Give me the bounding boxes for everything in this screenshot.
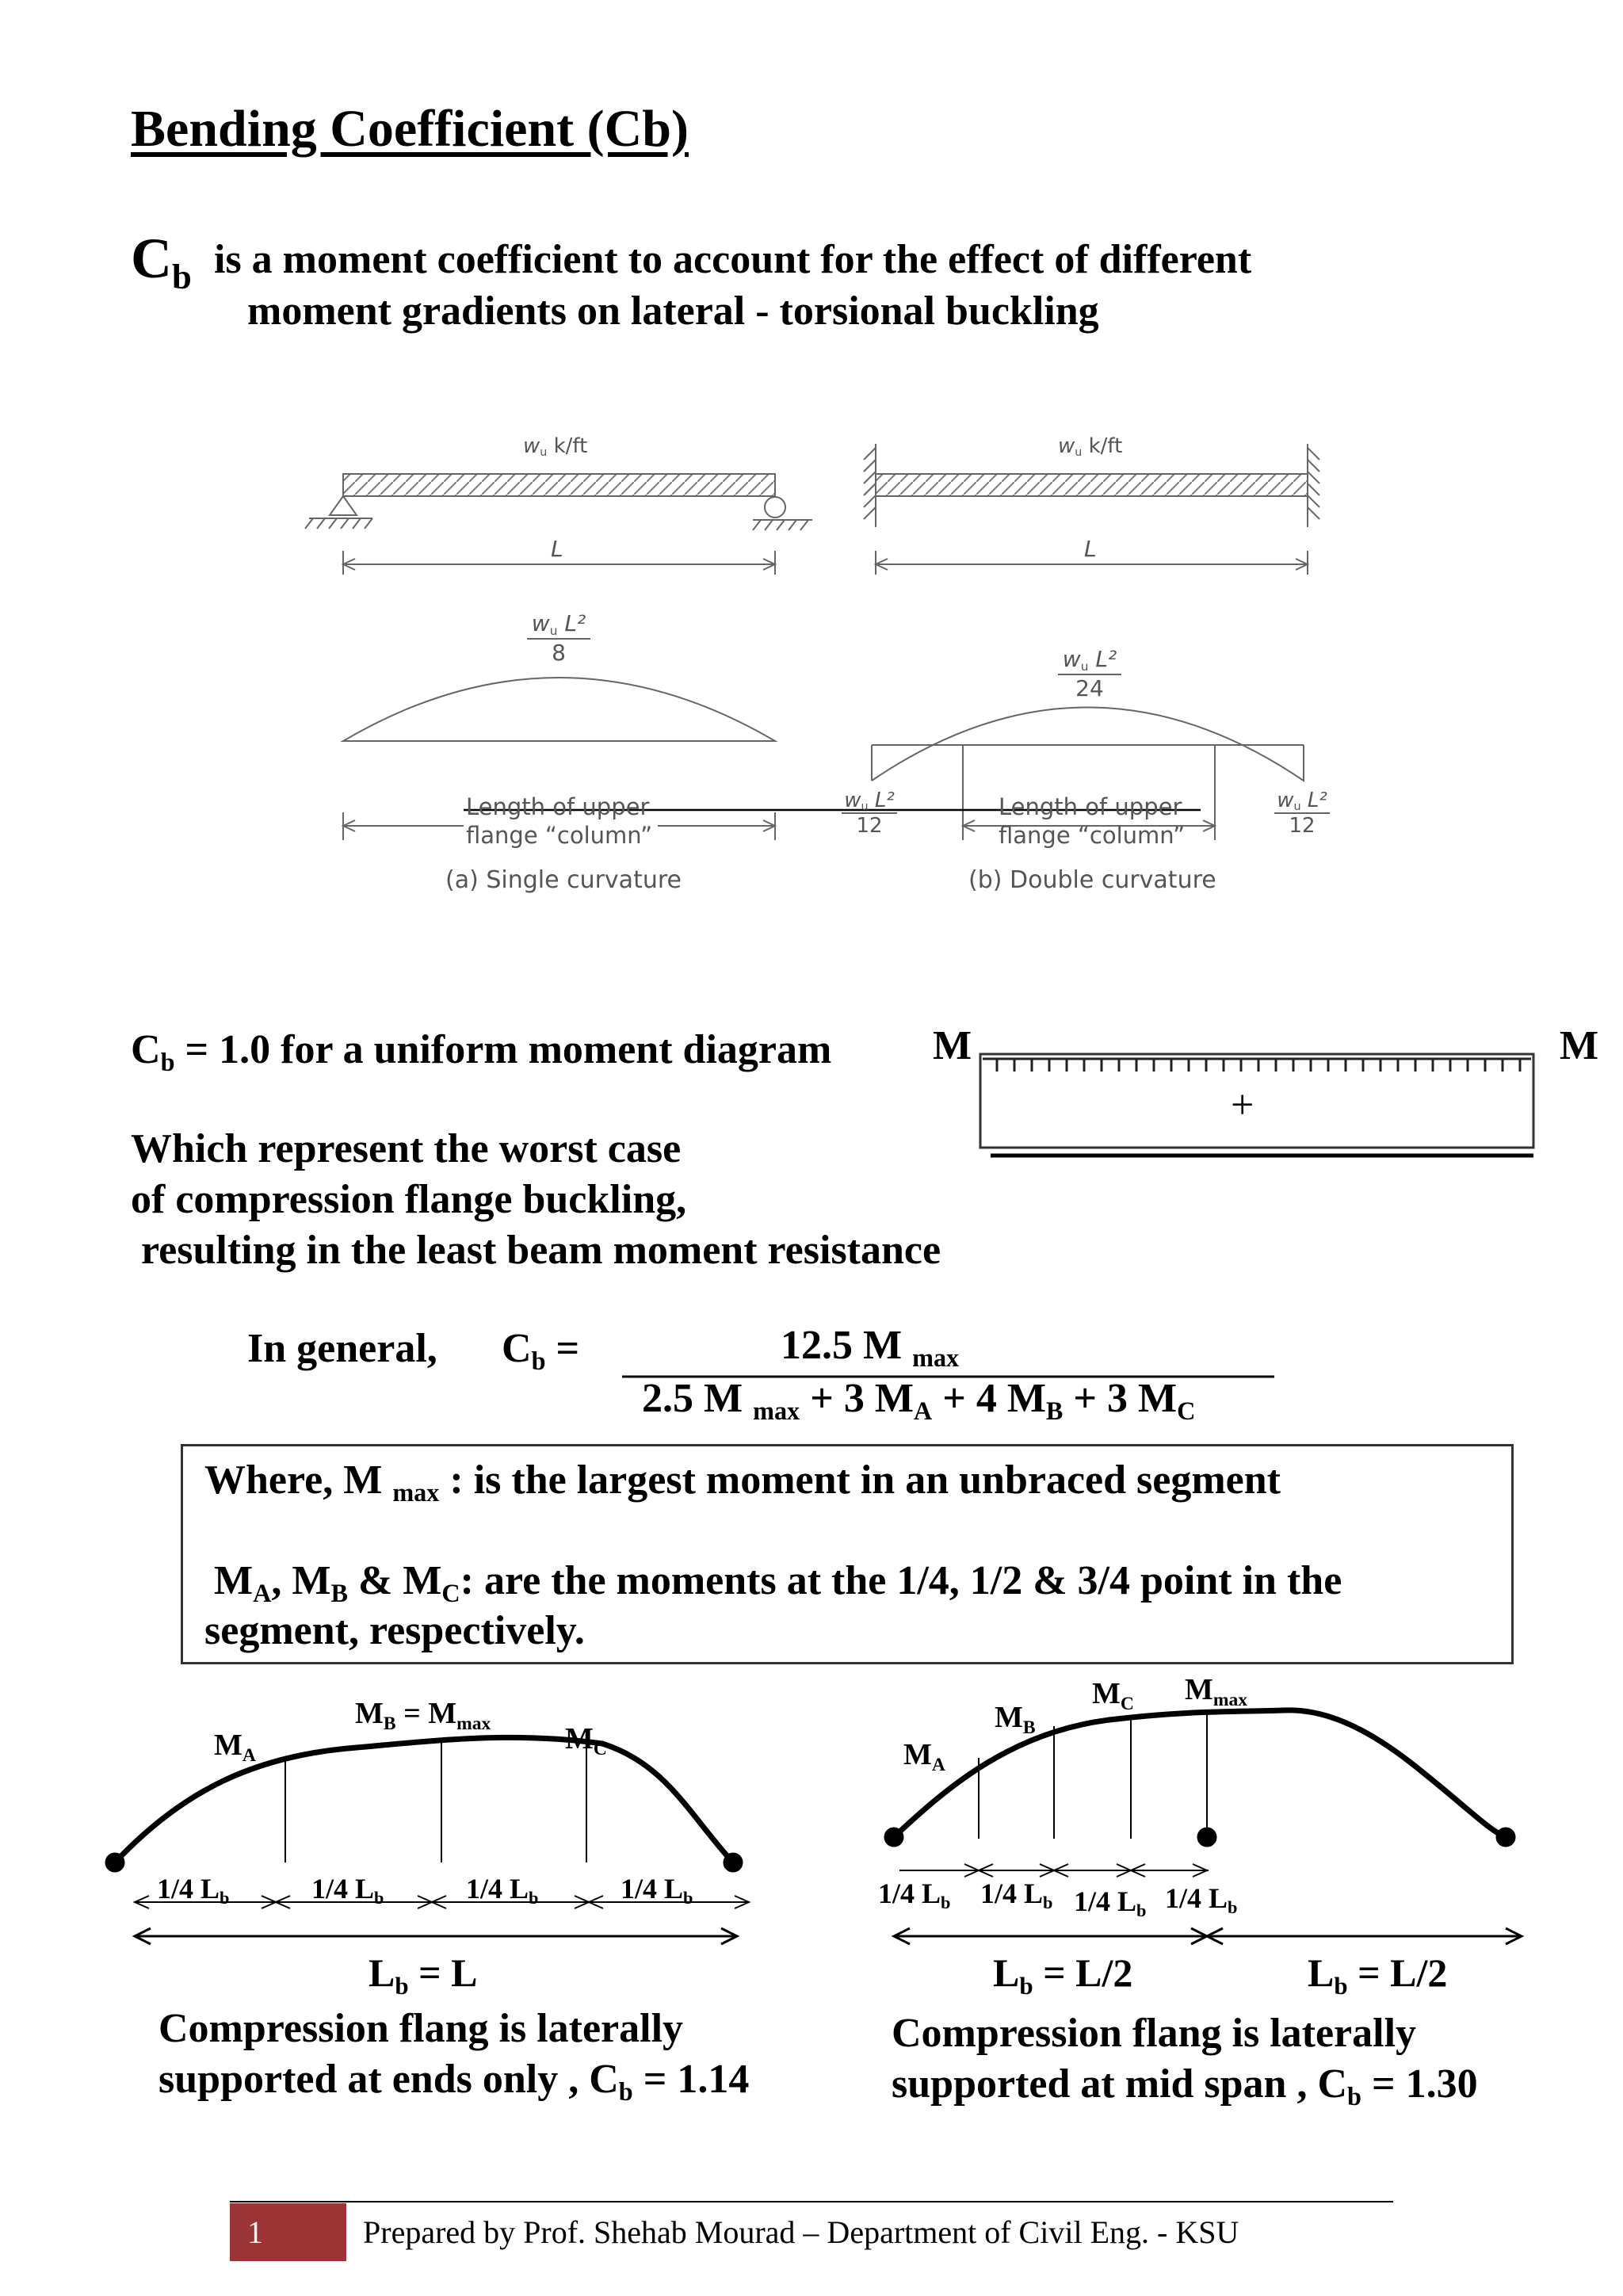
right-moment-curve bbox=[872, 708, 1304, 781]
where-line-3: segment, respectively. bbox=[204, 1608, 585, 1653]
intro-line-1: is a moment coefficient to account for the effect of different bbox=[214, 237, 1252, 282]
right-end-moment-right: wu L² 12 bbox=[1274, 789, 1330, 838]
left-length-label: Length of upper flange “column” bbox=[466, 793, 653, 849]
right-quarter-3: 1/4 Lb bbox=[1074, 1885, 1147, 1921]
right-caption: (b) Double curvature bbox=[968, 866, 1216, 894]
formula-denominator: 2.5 M max + 3 MA + 4 MB + 3 MC bbox=[642, 1376, 1196, 1426]
left-load-label: wu k/ft bbox=[523, 434, 588, 460]
worst-case-line-2: of compression flange buckling, bbox=[131, 1177, 687, 1222]
formula-lead: In general, bbox=[247, 1326, 437, 1371]
formula-numerator: 12.5 M max bbox=[781, 1323, 960, 1373]
pin-support bbox=[330, 496, 357, 515]
intro-line-2: moment gradients on lateral - torsional buckling bbox=[247, 288, 1099, 334]
uniform-moment-diagram bbox=[980, 1054, 1533, 1156]
worst-case-line-3: resulting in the least beam moment resistance bbox=[141, 1228, 941, 1273]
right-caption-1: Compression flang is laterally bbox=[892, 2011, 1417, 2056]
right-moment-label: wu L² 24 bbox=[1058, 646, 1121, 701]
left-lb-label: Lb = L bbox=[369, 1950, 478, 2000]
right-lb2-label: Lb = L/2 bbox=[1308, 1950, 1448, 2000]
cb-symbol: Cb bbox=[131, 227, 192, 297]
right-load-label: wu k/ft bbox=[1058, 434, 1123, 460]
left-mb-label: MB = Mmax bbox=[355, 1697, 491, 1734]
right-length-label: Length of upper flange “column” bbox=[999, 793, 1186, 849]
footer-text: Prepared by Prof. Shehab Mourad – Department of Civil Eng. - KSU bbox=[363, 2214, 1239, 2250]
formula-lhs: Cb = bbox=[502, 1326, 580, 1376]
left-moment-curve bbox=[343, 678, 775, 741]
right-quarter-1: 1/4 Lb bbox=[878, 1878, 951, 1913]
left-moment-diagram bbox=[105, 1737, 749, 1944]
page-title: Bending Coefficient (Cb) bbox=[131, 100, 689, 158]
right-ma-label: MA bbox=[903, 1738, 945, 1775]
left-quarter-3: 1/4 Lb bbox=[466, 1873, 539, 1908]
left-ma-label: MA bbox=[214, 1729, 256, 1766]
uniform-plus: + bbox=[1231, 1083, 1254, 1128]
uniform-m-right: M bbox=[1560, 1023, 1599, 1068]
left-quarter-4: 1/4 Lb bbox=[621, 1873, 693, 1908]
right-lb1-label: Lb = L/2 bbox=[993, 1950, 1133, 2000]
worst-case-line-1: Which represent the worst case bbox=[131, 1126, 682, 1171]
left-moment-label: wu L² 8 bbox=[527, 610, 590, 666]
uniform-m-left: M bbox=[933, 1023, 972, 1068]
roller-support bbox=[765, 497, 785, 518]
left-caption: (a) Single curvature bbox=[445, 866, 682, 894]
left-caption-1: Compression flang is laterally bbox=[158, 2006, 684, 2051]
right-mmax-label: Mmax bbox=[1185, 1673, 1248, 1710]
left-span-label: L bbox=[551, 536, 563, 562]
left-quarter-2: 1/4 Lb bbox=[311, 1873, 384, 1908]
right-end-moment-left: wu L² 12 bbox=[842, 789, 897, 838]
left-quarter-1: 1/4 Lb bbox=[157, 1873, 230, 1908]
right-mb-label: MB bbox=[995, 1701, 1036, 1738]
right-mc-label: MC bbox=[1092, 1677, 1134, 1714]
left-caption-2: supported at ends only , Cb = 1.14 bbox=[158, 2057, 750, 2107]
left-mc-label: MC bbox=[565, 1722, 607, 1759]
right-beam bbox=[876, 474, 1308, 496]
right-span-label: L bbox=[1084, 536, 1097, 562]
right-quarter-4: 1/4 Lb bbox=[1165, 1882, 1238, 1918]
page-number: 1 bbox=[247, 2214, 263, 2250]
where-line-1: Where, M max : is the largest moment in an unbraced segment bbox=[204, 1457, 1281, 1507]
right-quarter-2: 1/4 Lb bbox=[980, 1878, 1053, 1913]
right-caption-2: supported at mid span , Cb = 1.30 bbox=[892, 2061, 1478, 2111]
uniform-statement: Cb = 1.0 for a uniform moment diagram bbox=[131, 1027, 832, 1077]
where-line-2: MA, MB & MC: are the moments at the 1/4, 1/2 & 3/4 point in the bbox=[214, 1558, 1342, 1608]
left-beam bbox=[343, 474, 775, 496]
